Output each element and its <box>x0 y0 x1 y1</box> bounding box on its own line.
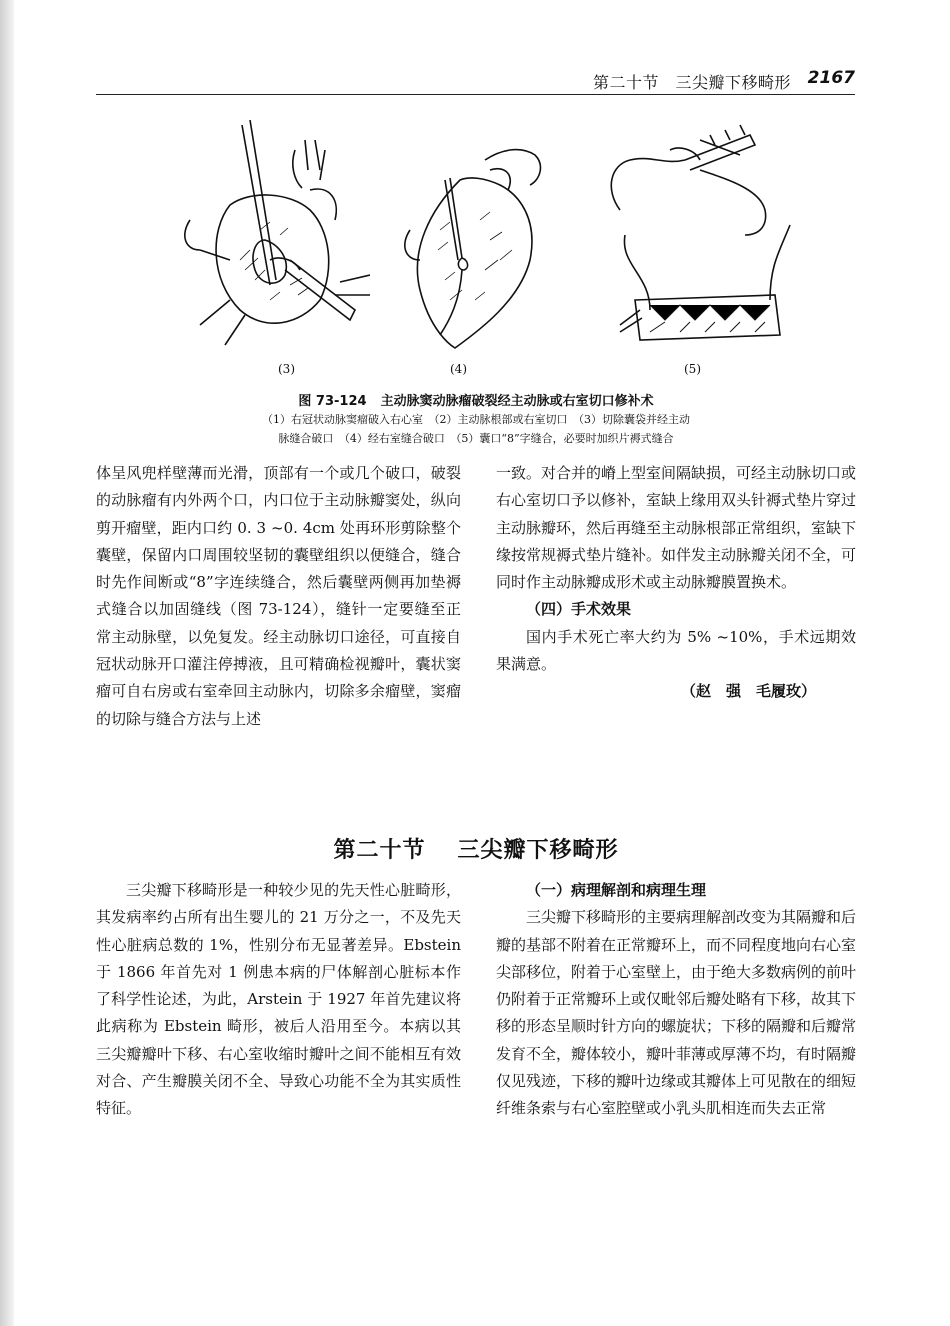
upper-right-paragraph-2: 国内手术死亡率大约为 5% ~10%，手术远期效果满意。 <box>496 627 856 674</box>
header-page-number: 2167 <box>807 68 855 88</box>
surgery-illustration-4 <box>390 110 560 355</box>
lower-left-paragraph: 三尖瓣下移畸形是一种较少见的先天性心脏畸形，其发病率约占所有出生婴儿的 21 万分之一，不及先天性心脏病总数的 1%，性别分布无显著差异。Ebstein 于 1866 年首先对 1 例患本病的尸体解剖心脏标本作了科学性论述，为此，Arstein 于 1927 年首先建议将此病称为 Ebstein 畸形，被后人沿用至今。本病以其三尖瓣瓣叶下移、右心室收缩时瓣叶之间不能相互有效对合、产生瓣膜关闭不全、导致心功能不全为其实质性特征。 <box>96 881 461 1118</box>
upper-left-paragraph: 体呈风兜样壁薄而光滑，顶部有一个或几个破口，破裂的动脉瘤有内外两个口，内口位于主动脉瓣窦处，纵向剪开瘤壁，距内口约 0. 3 ~0. 4cm 处再环形剪除整个囊壁，保留内口周围较坚韧的囊壁组织以便缝合，缝合时先作间断或“8”字连续缝合，然后囊壁两侧再加垫褥式缝合以加固缝线（图 73-124），缝针一定要缝至正常主动脉壁，以免复发。经主动脉切口途径，可直接自冠状动脉开口灌注停搏液，且可精确检视瓣叶，囊状窦瘤可自右房或右室牵回主动脉内，切除多余瘤壁，窦瘤的切除与缝合方法与上述 <box>96 464 461 728</box>
upper-right-column <box>496 460 856 706</box>
panel-label-5: (5) <box>684 362 701 376</box>
section-name: 三尖瓣下移畸形 <box>457 838 619 863</box>
lower-right-paragraph: 三尖瓣下移畸形的主要病理解剖改变为其隔瓣和后瓣的基部不附着在正常瓣环上，而不同程度地向右心室尖部移位，附着于心室壁上，由于绝大多数病例的前叶仍附着于正常瓣环上或仅毗邻后瓣处略有下移，故其下移的形态呈顺时针方向的螺旋状；下移的隔瓣和后瓣常发育不全，瓣体较小，瓣叶菲薄或厚薄不均，有时隔瓣仅见残迹，下移的瓣叶边缘或其瓣体上可见散在的细短纤维条索与右心室腔壁或小乳头肌相连而失去正常 <box>496 908 857 1118</box>
upper-right-paragraph-1: 一致。对合并的嵴上型室间隔缺损，可经主动脉切口或右心室切口予以修补，室缺上缘用双头针褥式垫片穿过主动脉瓣环，然后再缝至主动脉根部正常组织，室缺下缘按常规褥式垫片缝补。如伴发主动脉瓣关闭不全，可同时作主动脉瓣成形术或主动脉瓣膜置换术。 <box>496 464 857 592</box>
figure-panel-5 <box>590 110 800 355</box>
surgery-illustration-5 <box>590 110 800 355</box>
caption-title: 主动脉窦动脉瘤破裂经主动脉或右室切口修补术 <box>380 394 654 409</box>
figure-panel-3 <box>170 110 370 355</box>
panel-label-4: (4) <box>450 362 467 376</box>
caption-number: 图 73-124 <box>298 394 367 409</box>
section-heading <box>96 833 856 864</box>
upper-left-column <box>96 460 461 733</box>
caption-title-line <box>96 390 856 409</box>
lower-left-column <box>96 877 461 1123</box>
running-header <box>96 64 855 95</box>
section-number: 第二十节 <box>333 838 426 863</box>
authors-line: （赵 强 毛履玫） <box>680 682 816 701</box>
pathology-heading: （一）病理解剖和病理生理 <box>526 881 707 899</box>
figure-panel-4 <box>390 110 560 355</box>
surgery-illustration-3 <box>170 110 370 355</box>
header-section-title: 第二十节 三尖瓣下移畸形 <box>592 73 791 92</box>
panel-label-3: (3) <box>278 362 295 376</box>
figure-caption <box>96 390 856 447</box>
caption-description-1: （1）右冠状动脉窦瘤破入右心室 （2）主动脉根部或右室切口 （3）切除囊袋并经主动 <box>262 413 690 426</box>
caption-description-2: 脉缝合破口 （4）经右室缝合破口 （5）囊口“8”字缝合，必要时加织片褥式缝合 <box>278 432 674 445</box>
surgery-results-heading: （四）手术效果 <box>526 600 632 619</box>
lower-right-column <box>496 877 856 1123</box>
page-edge-shadow <box>0 0 14 1326</box>
figure-panels <box>160 110 800 380</box>
